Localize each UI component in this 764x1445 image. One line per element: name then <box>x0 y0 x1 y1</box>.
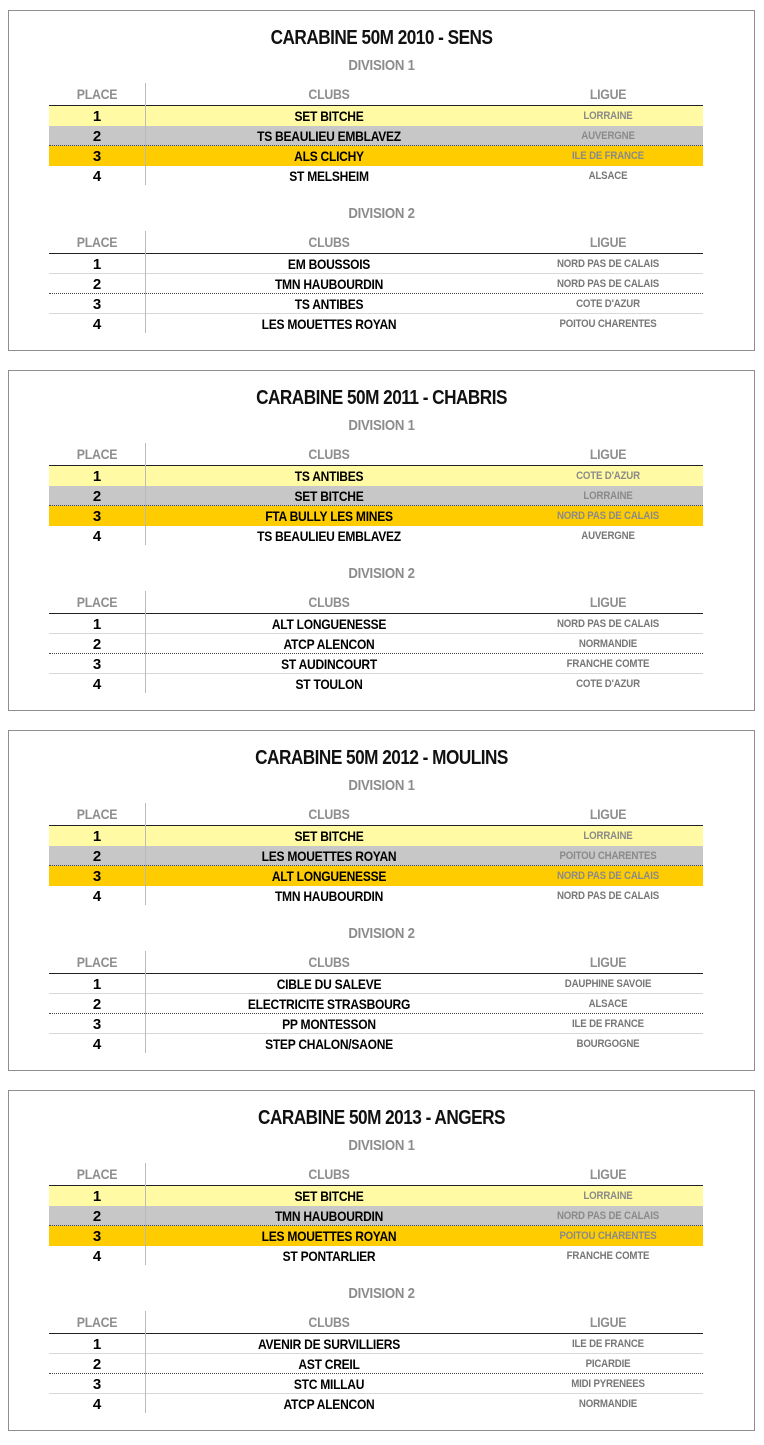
row-ligue: ILE DE FRANCE <box>572 1338 644 1350</box>
row-club: PP MONTESSON <box>282 1016 376 1032</box>
row-place: 1 <box>92 1188 102 1205</box>
table-row <box>49 166 703 186</box>
column-divider <box>145 1163 146 1265</box>
table-header <box>49 951 703 974</box>
row-place: 3 <box>92 508 102 525</box>
division-title: DIVISION 1 <box>348 1137 415 1154</box>
division-title: DIVISION 2 <box>348 565 415 582</box>
row-ligue: COTE D'AZUR <box>576 470 640 482</box>
column-divider <box>145 951 146 1053</box>
row-place: 1 <box>92 616 102 633</box>
table-row <box>49 1334 703 1354</box>
row-place: 4 <box>92 888 102 905</box>
table-row <box>49 146 703 166</box>
row-club: ALT LONGUENESSE <box>271 868 387 884</box>
row-club: SET BITCHE <box>294 828 364 844</box>
table-row <box>49 1394 703 1414</box>
table-row <box>49 1014 703 1034</box>
row-club: TMN HAUBOURDIN <box>274 276 384 292</box>
competition-panel <box>8 10 755 351</box>
row-ligue: FRANCHE COMTE <box>566 658 650 670</box>
table-row <box>49 506 703 526</box>
row-club: ALT LONGUENESSE <box>271 616 387 632</box>
column-divider <box>145 83 146 185</box>
table-row <box>49 466 703 486</box>
row-place: 2 <box>92 1356 102 1373</box>
row-ligue: FRANCHE COMTE <box>566 1250 650 1262</box>
row-club: CIBLE DU SALEVE <box>276 976 382 992</box>
header-place: PLACE <box>76 594 118 610</box>
column-divider <box>145 443 146 545</box>
row-place: 1 <box>92 1336 102 1353</box>
ranking-table <box>49 83 703 186</box>
row-ligue: POITOU CHARENTES <box>559 1230 657 1242</box>
row-ligue: LORRAINE <box>583 830 633 842</box>
header-place: PLACE <box>76 234 118 250</box>
row-club: SET BITCHE <box>294 488 364 504</box>
row-club: ATCP ALENCON <box>283 1396 375 1412</box>
row-ligue: PICARDIE <box>585 1358 631 1370</box>
row-club: ST PONTARLIER <box>282 1248 376 1264</box>
header-clubs: CLUBS <box>308 234 350 250</box>
header-ligue: LIGUE <box>589 86 627 102</box>
row-club: LES MOUETTES ROYAN <box>261 1228 397 1244</box>
row-club: LES MOUETTES ROYAN <box>261 316 397 332</box>
column-divider <box>145 231 146 333</box>
row-place: 2 <box>92 488 102 505</box>
row-place: 4 <box>92 168 102 185</box>
competition-title: CARABINE 50M 2013 - ANGERS <box>258 1107 505 1129</box>
header-ligue: LIGUE <box>589 446 627 462</box>
header-place: PLACE <box>76 446 118 462</box>
table-row <box>49 294 703 314</box>
row-club: FTA BULLY LES MINES <box>265 508 393 524</box>
row-ligue: ILE DE FRANCE <box>572 150 644 162</box>
row-club: ATCP ALENCON <box>283 636 375 652</box>
competition-title: CARABINE 50M 2011 - CHABRIS <box>256 387 507 409</box>
table-row <box>49 486 703 506</box>
table-row <box>49 826 703 846</box>
table-row <box>49 866 703 886</box>
column-divider <box>145 1311 146 1413</box>
division-title: DIVISION 2 <box>348 205 415 222</box>
row-club: ST MELSHEIM <box>289 168 369 184</box>
row-ligue: COTE D'AZUR <box>576 298 640 310</box>
header-place: PLACE <box>76 954 118 970</box>
table-header <box>49 83 703 106</box>
division-title: DIVISION 2 <box>348 925 415 942</box>
row-ligue: COTE D'AZUR <box>576 678 640 690</box>
division-title: DIVISION 1 <box>348 417 415 434</box>
row-club: TMN HAUBOURDIN <box>274 1208 384 1224</box>
ranking-table <box>49 591 703 694</box>
row-place: 2 <box>92 996 102 1013</box>
row-ligue: BOURGOGNE <box>576 1038 640 1050</box>
row-place: 1 <box>92 976 102 993</box>
row-ligue: NORD PAS DE CALAIS <box>556 618 660 630</box>
ranking-table <box>49 803 703 906</box>
table-row <box>49 1226 703 1246</box>
table-header <box>49 591 703 614</box>
table-row <box>49 1374 703 1394</box>
row-place: 4 <box>92 528 102 545</box>
header-clubs: CLUBS <box>308 86 350 102</box>
row-club: AVENIR DE SURVILLIERS <box>257 1336 400 1352</box>
table-row <box>49 1206 703 1226</box>
row-place: 4 <box>92 676 102 693</box>
row-ligue: NORMANDIE <box>578 638 638 650</box>
table-header <box>49 1163 703 1186</box>
row-ligue: NORD PAS DE CALAIS <box>556 1210 660 1222</box>
row-place: 1 <box>92 468 102 485</box>
table-row <box>49 526 703 546</box>
header-clubs: CLUBS <box>308 806 350 822</box>
competition-panel <box>8 730 755 1071</box>
header-place: PLACE <box>76 1166 118 1182</box>
header-clubs: CLUBS <box>308 954 350 970</box>
column-divider <box>145 803 146 905</box>
row-club: STEP CHALON/SAONE <box>265 1036 393 1052</box>
row-place: 3 <box>92 868 102 885</box>
row-club: EM BOUSSOIS <box>287 256 371 272</box>
row-ligue: NORD PAS DE CALAIS <box>556 258 660 270</box>
row-place: 1 <box>92 108 102 125</box>
header-ligue: LIGUE <box>589 806 627 822</box>
row-club: ST AUDINCOURT <box>281 656 377 672</box>
table-header <box>49 803 703 826</box>
row-ligue: MIDI PYRENEES <box>571 1378 645 1390</box>
ranking-table <box>49 951 703 1054</box>
row-place: 4 <box>92 1036 102 1053</box>
row-place: 1 <box>92 256 102 273</box>
row-ligue: AUVERGNE <box>581 530 635 542</box>
header-clubs: CLUBS <box>308 594 350 610</box>
ranking-table <box>49 443 703 546</box>
column-divider <box>145 591 146 693</box>
row-club: TS BEAULIEU EMBLAVEZ <box>257 528 401 544</box>
row-place: 3 <box>92 1016 102 1033</box>
table-row <box>49 314 703 334</box>
competition-panel <box>8 370 755 711</box>
table-row <box>49 654 703 674</box>
table-row <box>49 634 703 654</box>
table-row <box>49 274 703 294</box>
row-ligue: LORRAINE <box>583 490 633 502</box>
table-header <box>49 231 703 254</box>
row-ligue: LORRAINE <box>583 1190 633 1202</box>
row-club: TS ANTIBES <box>294 468 364 484</box>
table-row <box>49 974 703 994</box>
table-row <box>49 1246 703 1266</box>
division-title: DIVISION 2 <box>348 1285 415 1302</box>
header-clubs: CLUBS <box>308 1314 350 1330</box>
table-row <box>49 846 703 866</box>
table-row <box>49 674 703 694</box>
row-club: TS BEAULIEU EMBLAVEZ <box>257 128 401 144</box>
header-ligue: LIGUE <box>589 954 627 970</box>
table-header <box>49 443 703 466</box>
row-place: 3 <box>92 1228 102 1245</box>
table-row <box>49 1186 703 1206</box>
row-ligue: NORD PAS DE CALAIS <box>556 870 660 882</box>
table-row <box>49 1354 703 1374</box>
row-club: SET BITCHE <box>294 108 364 124</box>
row-place: 4 <box>92 1396 102 1413</box>
row-ligue: ALSACE <box>588 170 628 182</box>
row-club: ELECTRICITE STRASBOURG <box>247 996 411 1012</box>
header-clubs: CLUBS <box>308 446 350 462</box>
row-ligue: NORD PAS DE CALAIS <box>556 890 660 902</box>
row-place: 3 <box>92 656 102 673</box>
row-place: 4 <box>92 1248 102 1265</box>
row-ligue: LORRAINE <box>583 110 633 122</box>
ranking-table <box>49 231 703 334</box>
row-club: LES MOUETTES ROYAN <box>261 848 397 864</box>
table-row <box>49 1034 703 1054</box>
ranking-table <box>49 1311 703 1414</box>
row-place: 2 <box>92 276 102 293</box>
header-clubs: CLUBS <box>308 1166 350 1182</box>
competition-title: CARABINE 50M 2012 - MOULINS <box>255 747 508 769</box>
row-place: 2 <box>92 1208 102 1225</box>
row-ligue: DAUPHINE SAVOIE <box>564 978 652 990</box>
header-place: PLACE <box>76 806 118 822</box>
row-place: 4 <box>92 316 102 333</box>
table-row <box>49 994 703 1014</box>
table-row <box>49 614 703 634</box>
row-place: 2 <box>92 636 102 653</box>
row-ligue: ILE DE FRANCE <box>572 1018 644 1030</box>
row-ligue: NORD PAS DE CALAIS <box>556 278 660 290</box>
competition-panel <box>8 1090 755 1431</box>
division-title: DIVISION 1 <box>348 57 415 74</box>
header-ligue: LIGUE <box>589 1166 627 1182</box>
header-ligue: LIGUE <box>589 594 627 610</box>
row-ligue: POITOU CHARENTES <box>559 850 657 862</box>
row-club: SET BITCHE <box>294 1188 364 1204</box>
row-place: 2 <box>92 128 102 145</box>
table-row <box>49 886 703 906</box>
row-club: AST CREIL <box>298 1356 360 1372</box>
competition-title: CARABINE 50M 2010 - SENS <box>270 27 493 49</box>
header-ligue: LIGUE <box>589 234 627 250</box>
row-club: TS ANTIBES <box>294 296 364 312</box>
row-place: 3 <box>92 296 102 313</box>
row-place: 2 <box>92 848 102 865</box>
table-row <box>49 254 703 274</box>
division-title: DIVISION 1 <box>348 777 415 794</box>
row-place: 3 <box>92 1376 102 1393</box>
header-place: PLACE <box>76 86 118 102</box>
table-row <box>49 106 703 126</box>
table-row <box>49 126 703 146</box>
row-ligue: ALSACE <box>588 998 628 1010</box>
table-header <box>49 1311 703 1334</box>
header-ligue: LIGUE <box>589 1314 627 1330</box>
row-club: ALS CLICHY <box>294 148 364 164</box>
row-ligue: POITOU CHARENTES <box>559 318 657 330</box>
row-ligue: NORMANDIE <box>578 1398 638 1410</box>
row-ligue: NORD PAS DE CALAIS <box>556 510 660 522</box>
row-place: 1 <box>92 828 102 845</box>
ranking-table <box>49 1163 703 1266</box>
row-club: TMN HAUBOURDIN <box>274 888 384 904</box>
row-club: ST TOULON <box>295 676 363 692</box>
header-place: PLACE <box>76 1314 118 1330</box>
row-ligue: AUVERGNE <box>581 130 635 142</box>
row-place: 3 <box>92 148 102 165</box>
row-club: STC MILLAU <box>293 1376 365 1392</box>
